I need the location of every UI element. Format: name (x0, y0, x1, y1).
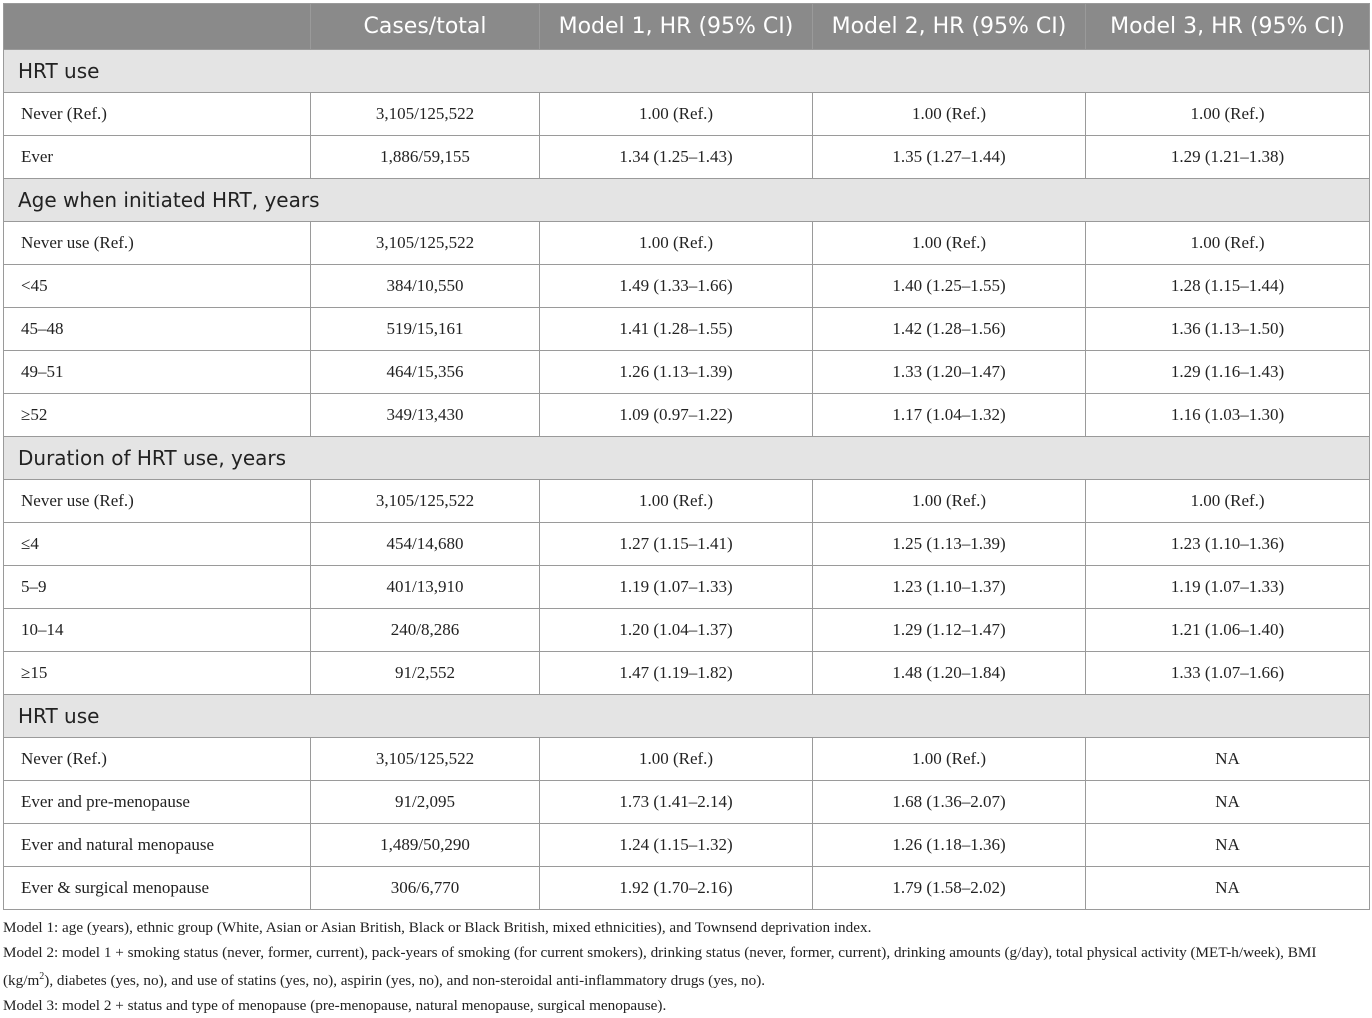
footnote-model2 (3, 941, 1369, 994)
table-row (4, 136, 1370, 179)
model2-hr-cell: 1.79 (1.58–2.02) (813, 867, 1086, 910)
model2-hr-cell: 1.25 (1.13–1.39) (813, 523, 1086, 566)
model2-hr-cell: 1.00 (Ref.) (813, 480, 1086, 523)
model1-hr-cell: 1.24 (1.15–1.32) (540, 824, 813, 867)
model2-hr-cell: 1.17 (1.04–1.32) (813, 394, 1086, 437)
model1-hr-cell: 1.26 (1.13–1.39) (540, 351, 813, 394)
table-row (4, 480, 1370, 523)
model2-hr-cell: 1.68 (1.36–2.07) (813, 781, 1086, 824)
section-title: HRT use (4, 50, 1370, 93)
model1-hr-cell: 1.00 (Ref.) (540, 222, 813, 265)
column-header-model2: Model 2, HR (95% CI) (813, 4, 1086, 50)
cases-total-cell: 3,105/125,522 (311, 93, 540, 136)
table-row (4, 609, 1370, 652)
cases-total-cell: 91/2,552 (311, 652, 540, 695)
column-header-cases: Cases/total (311, 4, 540, 50)
cases-total-cell: 519/15,161 (311, 308, 540, 351)
table-footnotes (3, 916, 1369, 1018)
model2-hr-cell: 1.33 (1.20–1.47) (813, 351, 1086, 394)
row-label-cell: Ever and pre-menopause (4, 781, 311, 824)
model2-hr-cell: 1.40 (1.25–1.55) (813, 265, 1086, 308)
model2-hr-cell: 1.35 (1.27–1.44) (813, 136, 1086, 179)
model3-hr-cell: NA (1086, 738, 1370, 781)
row-label-cell: Never use (Ref.) (4, 222, 311, 265)
model1-hr-cell: 1.47 (1.19–1.82) (540, 652, 813, 695)
model1-hr-cell: 1.00 (Ref.) (540, 738, 813, 781)
model2-hr-cell: 1.00 (Ref.) (813, 738, 1086, 781)
model1-hr-cell: 1.73 (1.41–2.14) (540, 781, 813, 824)
model2-hr-cell: 1.00 (Ref.) (813, 93, 1086, 136)
model2-hr-cell: 1.26 (1.18–1.36) (813, 824, 1086, 867)
footnote-model2-superscript: 2 (39, 971, 45, 982)
model3-hr-cell: 1.23 (1.10–1.36) (1086, 523, 1370, 566)
model1-hr-cell: 1.00 (Ref.) (540, 93, 813, 136)
row-label-cell: Never (Ref.) (4, 738, 311, 781)
model3-hr-cell: 1.00 (Ref.) (1086, 93, 1370, 136)
row-label-cell: ≥15 (4, 652, 311, 695)
section-header-row (4, 695, 1370, 738)
cases-total-cell: 454/14,680 (311, 523, 540, 566)
model1-hr-cell: 1.27 (1.15–1.41) (540, 523, 813, 566)
model1-hr-cell: 1.09 (0.97–1.22) (540, 394, 813, 437)
model1-hr-cell: 1.20 (1.04–1.37) (540, 609, 813, 652)
row-label-cell: Never use (Ref.) (4, 480, 311, 523)
table-row (4, 93, 1370, 136)
model3-hr-cell: 1.29 (1.16–1.43) (1086, 351, 1370, 394)
row-label-cell: 10–14 (4, 609, 311, 652)
model2-hr-cell: 1.48 (1.20–1.84) (813, 652, 1086, 695)
section-title: Age when initiated HRT, years (4, 179, 1370, 222)
table-row (4, 738, 1370, 781)
cases-total-cell: 384/10,550 (311, 265, 540, 308)
model3-hr-cell: 1.21 (1.06–1.40) (1086, 609, 1370, 652)
model3-hr-cell: NA (1086, 824, 1370, 867)
model3-hr-cell: 1.16 (1.03–1.30) (1086, 394, 1370, 437)
table-body (4, 50, 1370, 910)
model3-hr-cell: 1.36 (1.13–1.50) (1086, 308, 1370, 351)
column-header-model1: Model 1, HR (95% CI) (540, 4, 813, 50)
cases-total-cell: 240/8,286 (311, 609, 540, 652)
model3-hr-cell: NA (1086, 781, 1370, 824)
row-label-cell: ≤4 (4, 523, 311, 566)
table-row (4, 394, 1370, 437)
table-row (4, 265, 1370, 308)
table-row (4, 222, 1370, 265)
row-label-cell: ≥52 (4, 394, 311, 437)
model3-hr-cell: 1.28 (1.15–1.44) (1086, 265, 1370, 308)
table-row (4, 566, 1370, 609)
cases-total-cell: 349/13,430 (311, 394, 540, 437)
model3-hr-cell: 1.29 (1.21–1.38) (1086, 136, 1370, 179)
table-row (4, 781, 1370, 824)
model3-hr-cell: 1.19 (1.07–1.33) (1086, 566, 1370, 609)
model3-hr-cell: 1.00 (Ref.) (1086, 480, 1370, 523)
table-row (4, 867, 1370, 910)
cases-total-cell: 3,105/125,522 (311, 480, 540, 523)
footnote-model2-part1: Model 2: model 1 + smoking status (never, former, current), pack-years of smoking (for current smokers), drinking status (never, former, current), drinking amounts (g/day), total physical activity (MET-h/week), BMI (kg/m (3, 943, 1317, 990)
footnote-model1: Model 1: age (years), ethnic group (White, Asian or Asian British, Black or Black British, mixed ethnicities), and Townsend deprivation index. (3, 919, 872, 936)
row-label-cell: <45 (4, 265, 311, 308)
section-title: Duration of HRT use, years (4, 437, 1370, 480)
model1-hr-cell: 1.00 (Ref.) (540, 480, 813, 523)
section-header-row (4, 437, 1370, 480)
column-header-label (4, 4, 311, 50)
cases-total-cell: 91/2,095 (311, 781, 540, 824)
cases-total-cell: 401/13,910 (311, 566, 540, 609)
row-label-cell: Ever & surgical menopause (4, 867, 311, 910)
table-header-row (4, 4, 1370, 50)
model2-hr-cell: 1.42 (1.28–1.56) (813, 308, 1086, 351)
row-label-cell: Never (Ref.) (4, 93, 311, 136)
row-label-cell: 5–9 (4, 566, 311, 609)
cases-total-cell: 464/15,356 (311, 351, 540, 394)
cases-total-cell: 306/6,770 (311, 867, 540, 910)
cases-total-cell: 1,489/50,290 (311, 824, 540, 867)
row-label-cell: Ever and natural menopause (4, 824, 311, 867)
section-header-row (4, 50, 1370, 93)
model1-hr-cell: 1.92 (1.70–2.16) (540, 867, 813, 910)
model1-hr-cell: 1.41 (1.28–1.55) (540, 308, 813, 351)
model2-hr-cell: 1.23 (1.10–1.37) (813, 566, 1086, 609)
row-label-cell: 45–48 (4, 308, 311, 351)
footnote-model2-part2: ), diabetes (yes, no), and use of statins (yes, no), aspirin (yes, no), and non-steroidal anti-inflammatory drugs (yes, no). (44, 972, 766, 990)
row-label-cell: Ever (4, 136, 311, 179)
model2-hr-cell: 1.00 (Ref.) (813, 222, 1086, 265)
table-row (4, 351, 1370, 394)
model2-hr-cell: 1.29 (1.12–1.47) (813, 609, 1086, 652)
cases-total-cell: 3,105/125,522 (311, 738, 540, 781)
table-row (4, 652, 1370, 695)
table-row (4, 824, 1370, 867)
hr-results-table (3, 3, 1370, 910)
model3-hr-cell: 1.33 (1.07–1.66) (1086, 652, 1370, 695)
model3-hr-cell: NA (1086, 867, 1370, 910)
model1-hr-cell: 1.49 (1.33–1.66) (540, 265, 813, 308)
cases-total-cell: 3,105/125,522 (311, 222, 540, 265)
table-row (4, 308, 1370, 351)
column-header-model3: Model 3, HR (95% CI) (1086, 4, 1370, 50)
model1-hr-cell: 1.19 (1.07–1.33) (540, 566, 813, 609)
section-header-row (4, 179, 1370, 222)
section-title: HRT use (4, 695, 1370, 738)
model1-hr-cell: 1.34 (1.25–1.43) (540, 136, 813, 179)
cases-total-cell: 1,886/59,155 (311, 136, 540, 179)
table-row (4, 523, 1370, 566)
model3-hr-cell: 1.00 (Ref.) (1086, 222, 1370, 265)
footnote-model3: Model 3: model 2 + status and type of menopause (pre-menopause, natural menopause, surgical menopause). (3, 996, 667, 1014)
row-label-cell: 49–51 (4, 351, 311, 394)
